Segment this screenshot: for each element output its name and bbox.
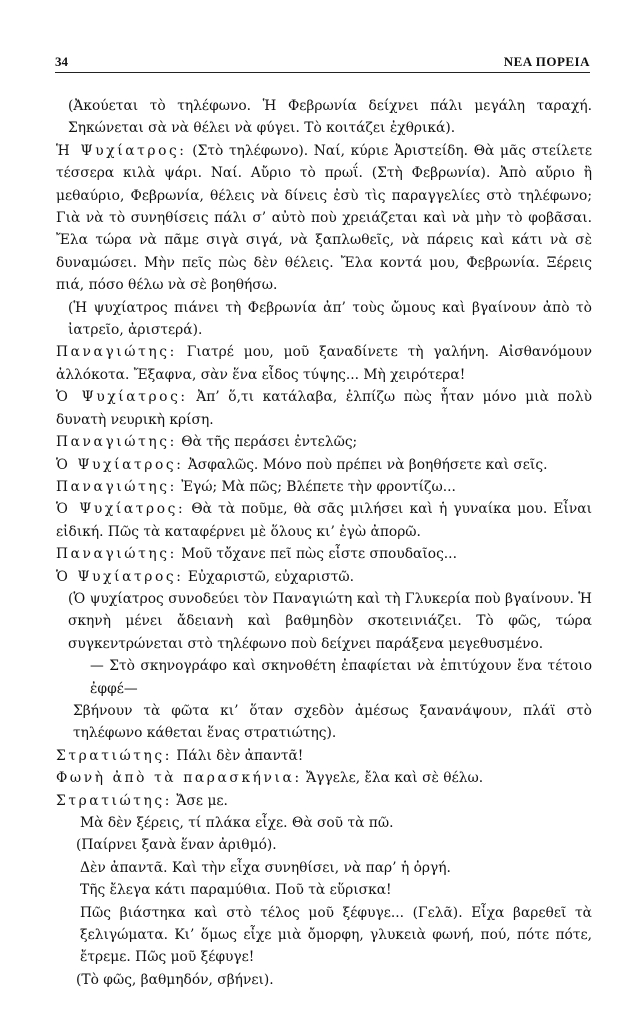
paragraph-text: Ἐγώ; Μὰ πῶς; Βλέπετε τὴν φροντίζω... (176, 478, 456, 495)
dialogue-line (56, 454, 592, 476)
dialogue-line (56, 498, 592, 543)
speaker-name: Παναγιώτης: (56, 344, 177, 361)
speaker-name: Στρατιώτης: (56, 747, 172, 764)
stage-direction (56, 902, 592, 969)
paragraph-text: Θὰ τὰ ποῦμε, θὰ σᾶς μιλήσει καὶ ἡ γυναίκα μου. Εἶναι εἰδική. Πῶς τὰ καταφέρνει μὲ ὅλους κι’ ἐγὼ ἀπορῶ. (56, 501, 592, 540)
paragraph-text: (Ἀκούεται τὸ τηλέφωνο. Ἡ Φεβρωνία δείχνει πάλι μεγάλη ταραχή. Σηκώνεται σὰ νὰ θέλει νὰ φύγει. Τὸ κοιτάζει ἐχθρικά). (68, 98, 592, 137)
stage-direction (56, 834, 592, 856)
dialogue-line (56, 767, 592, 789)
stage-direction (56, 297, 592, 342)
paragraph-text: Μοῦ τὄχανε πεῖ πὼς εἶστε σπουδαῖος... (176, 546, 457, 563)
speaker-name: Παναγιώτης: (56, 434, 177, 451)
speaker-name: Ὁ Ψυχίατρος: (56, 456, 184, 473)
paragraph-text: Ἀσφαλῶς. Μόνο ποὺ πρέπει νὰ βοηθήσετε καὶ σεῖς. (183, 456, 548, 473)
stage-direction (56, 700, 592, 745)
running-title: ΝΕΑ ΠΟΡΕΙΑ (503, 54, 590, 69)
paragraph-text: (Ὁ ψυχίατρος συνοδεύει τὸν Παναγιώτη καὶ τὴ Γλυκερία ποὺ βγαίνουν. Ἡ σκηνὴ μένει ἄδειανὴ καὶ βαθμηδὸν σκοτεινιάζει. Τὸ φῶς, τώρα συγκεντρώνεται στὸ τηλέφωνο ποὺ δείχνει παράξενα μεγεθυσμένο. (68, 590, 592, 652)
page-number: 34 (55, 54, 68, 69)
running-header (55, 52, 590, 73)
paragraph-text: Πάλι δὲν ἀπαντᾶ! (171, 747, 304, 764)
paragraph-text: Θὰ τῆς περάσει ἐντελῶς; (176, 434, 358, 451)
paragraph-text: Σβήνουν τὰ φῶτα κι’ ὅταν σχεδὸν ἀμέσως ξανανάψουν, πλάϊ στὸ τηλέφωνο κάθεται ἕνας στρατιώτης). (73, 702, 592, 742)
speaker-name: Στρατιώτης: (56, 792, 172, 809)
speaker-name: Παναγιώτης: (56, 546, 177, 563)
speaker-name: Ὁ Ψυχίατρος: (56, 568, 184, 585)
paragraph-text: Ἄσε με. (171, 792, 228, 809)
stage-direction (56, 879, 592, 901)
paragraph-text: Πῶς βιάστηκα καὶ στὸ τέλος μοῦ ξέφυγε... (Γελᾶ). Εἶχα βαρεθεῖ τὰ ξελιγώματα. Κι’ ὅμως εἶχε μιὰ ὄμορφη, γλυκειὰ φωνή, πού, πότε πότε, ἔτρεμε. Πῶς μοῦ ξέφυγε! (80, 904, 592, 966)
paragraph-text: Τῆς ἔλεγα κάτι παραμύθια. Ποῦ τὰ εὕρισκα! (80, 882, 392, 899)
paragraph-text: Μὰ δὲν ξέρεις, τί πλάκα εἶχε. Θὰ σοῦ τὰ πῶ. (80, 815, 394, 831)
dialogue-line (56, 790, 592, 812)
stage-direction (56, 95, 592, 140)
stage-direction (56, 655, 592, 700)
speaker-name: Παναγιώτης: (56, 478, 177, 495)
paragraph-text: (Στὸ τηλέφωνο). Ναί, κύριε Ἀριστείδη. Θὰ μᾶς στείλετε τέσσερα κιλὰ ψάρι. Ναί. Αὔριο τὸ πρωΐ. (Στὴ Φεβρωνία). Ἀπὸ αὔριο ἢ μεθαύριο, Φεβρωνία, θέλεις νὰ δίνεις ἐσὺ τὶς παραγγελίες στὸ τηλέφωνο; Γιὰ νὰ τὸ συνηθίσεις πάλι σ’ αὐτὸ ποὺ χρειάζεται καὶ νὰ μὴν τὸ φοβᾶσαι. Ἔλα τώρα νὰ πᾶμε σιγὰ σιγά, νὰ ξαπλωθεῖς, νὰ πάρεις καὶ κάτι νὰ σὲ δυναμώσει. Μὴν πεῖς πὼς δὲν θέλεις. Ἔλα κοντά μου, Φεβρωνία. Ξέρεις πιά, πόσο θέλω νὰ σὲ βοηθήσω. (56, 142, 592, 294)
dialogue-line (56, 476, 592, 498)
stage-direction (56, 857, 592, 879)
stage-direction (56, 969, 592, 991)
paragraph-text: (Ἡ ψυχίατρος πιάνει τὴ Φεβρωνία ἀπ’ τοὺς ὤμους καὶ βγαίνουν ἀπὸ τὸ ἰατρεῖο, ἀριστερά). (68, 299, 592, 339)
paragraph-text: (Τὸ φῶς, βαθμηδόν, σβήνει). (76, 971, 274, 988)
play-text (56, 95, 592, 991)
dialogue-line (56, 543, 592, 565)
paragraph-text: Δὲν ἀπαντᾶ. Καὶ τὴν εἶχα συνηθίσει, νὰ παρ’ ἡ ὀργή. (80, 859, 451, 876)
dialogue-line (56, 386, 592, 431)
paragraph-text: Γιατρέ μου, μοῦ ξαναδίνετε τὴ γαλήνη. Αἰσθανόμουν ἀλλόκοτα. Ἔξαφνα, σὰν ἕνα εἶδος τύψης... Μὴ χειρότερα! (56, 344, 592, 383)
paragraph-text: (Παίρνει ξανὰ ἕναν ἀριθμό). (76, 837, 277, 854)
stage-direction (56, 588, 592, 655)
paragraph-text: Εὐχαριστῶ, εὐχαριστῶ. (183, 568, 354, 585)
speaker-name: Φωνὴ ἀπὸ τὰ παρασκήνια: (56, 770, 302, 787)
paragraph-text: Ἀπ’ ὅ,τι κατάλαβα, ἐλπίζω πὼς ἦταν μόνο μιὰ πολὺ δυνατὴ νευρικὴ κρίση. (56, 389, 592, 428)
speaker-name: Ὁ Ψυχίατρος: (56, 501, 186, 518)
dialogue-line (56, 566, 592, 588)
dialogue-line (56, 140, 592, 297)
dialogue-line (56, 745, 592, 767)
speaker-name: Ἡ Ψυχίατρος: (56, 142, 187, 159)
speaker-name: Ὁ Ψυχίατρος: (56, 389, 188, 406)
paragraph-text: Ἄγγελε, ἔλα καὶ σὲ θέλω. (301, 770, 484, 787)
paragraph-text: — Στὸ σκηνογράφο καὶ σκηνοθέτη ἐπαφίεται νὰ ἐπιτύχουν ἕνα τέτοιο ἐφφέ— (90, 658, 592, 697)
stage-direction (56, 812, 592, 834)
dialogue-line (56, 431, 592, 453)
dialogue-line (56, 341, 592, 386)
